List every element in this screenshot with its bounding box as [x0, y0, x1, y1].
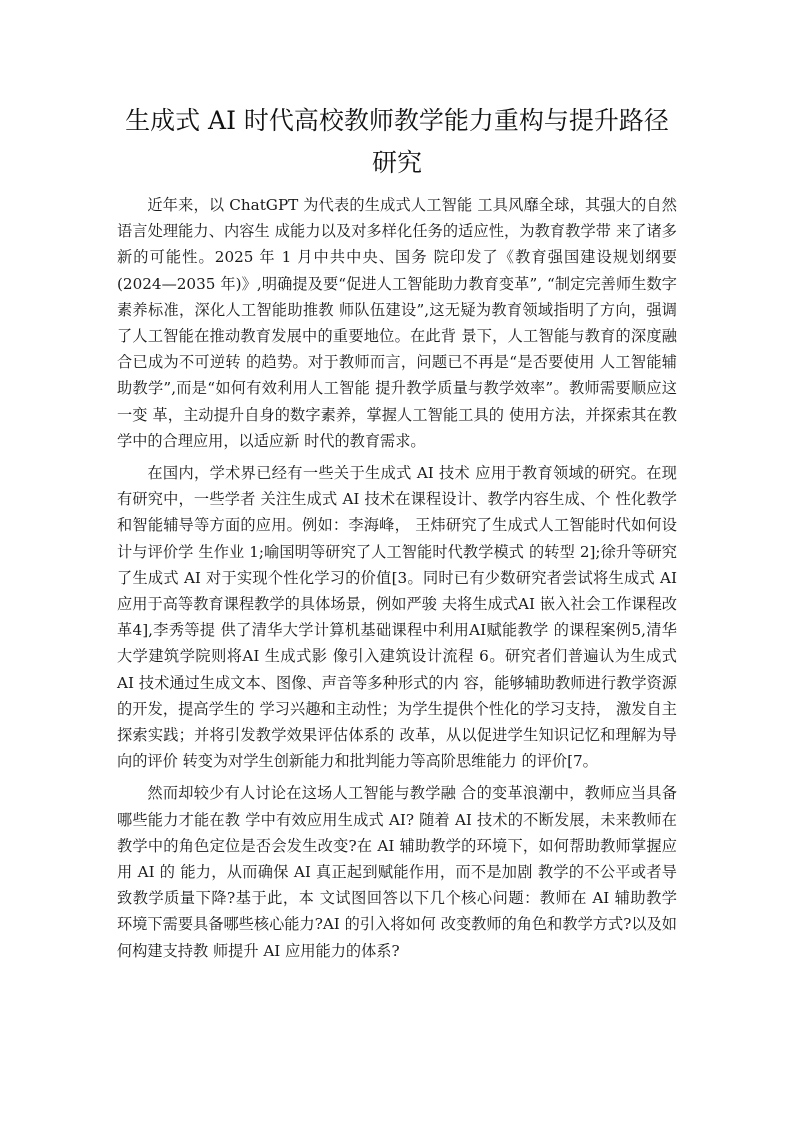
paragraph-research-questions: 然而却较少有人讨论在这场人工智能与教学融 合的变革浪潮中，教师应当具备哪些能力才能在教 学中有效应用生成式 AI? 随着 AI 技术的不断发展，未来教师在教学中的角色定位是否会发生改变?在 AI 辅助教学的环境下，如何帮助教师掌握应用 AI 的 能力，从而确保 AI 真正起到赋能作用，而不是加剧 教学的不公平或者导致教学质量下降?基于此，本 文试图回答以下几个核心问题：教师在 AI 辅助教学 环境下需要具备哪些核心能力?AI 的引入将如何 改变教师的角色和教学方式?以及如何构建支持教 师提升 AI 应用能力的体系?: [117, 784, 677, 960]
document-page: [117, 100, 677, 970]
paragraph-domestic-research: 在国内，学术界已经有一些关于生成式 AI 技术 应用于教育领域的研究。在现有研究中，一些学者 关注生成式 AI 技术在课程设计、教学内容生成、个 性化教学和智能辅导等方面的应用。例如：李海峰， 王炜研究了生成式人工智能时代如何设计与评价学 生作业 1;喻国明等研究了人工智能时代教学模式 的转型 2];徐升等研究了生成式 AI 对于实现个性化学习的价值[3。同时已有少数研究者尝试将生成式 AI 应用于高等教育课程教学的具体场景，例如严骏 夫将生成式AI 嵌入社会工作课程改革4],李秀等提 供了清华大学计算机基础课程中利用AI赋能教学 的课程案例5,清华大学建筑学院则将AI 生成式影 像引入建筑设计流程 6。研究者们普遍认为生成式 AI 技术通过生成文本、图像、声音等多种形式的内 容，能够辅助教师进行教学资源的开发，提高学生的 学习兴趣和主动性；为学生提供个性化的学习支持， 激发自主探索实践；并将引发教学效果评估体系的 改革，从以促进学生知识记忆和理解为导向的评价 转变为对学生创新能力和批判能力等高阶思维能力 的评价[7。: [117, 464, 677, 771]
paragraph-introduction: 近年来，以 ChatGPT 为代表的生成式人工智能 工具风靡全球，其强大的自然语言处理能力、内容生 成能力以及对多样化任务的适应性，为教育教学带 来了诸多新的可能性。2025 年 1 月中共中央、国务 院印发了《教育强国建设规划纲要(2024—2035 年)》,明确提及要“促进人工智能助力教育变革”, “制定完善师生数字素养标准，深化人工智能助推教 师队伍建设”,这无疑为教育领域指明了方向，强调 了人工智能在推动教育发展中的重要地位。在此背 景下，人工智能与教育的深度融合已成为不可逆转 的趋势。对于教师而言，问题已不再是“是否要使用 人工智能辅助教学”,而是“如何有效利用人工智能 提升教学质量与教学效率”。教师需要顺应这一变 革，主动提升自身的数字素养，掌握人工智能工具的 使用方法，并探索其在教学中的合理应用，以适应新 时代的教育需求。: [117, 196, 677, 450]
document-title: 生成式 AI 时代高校教师教学能力重构与提升路径研究: [125, 106, 669, 177]
